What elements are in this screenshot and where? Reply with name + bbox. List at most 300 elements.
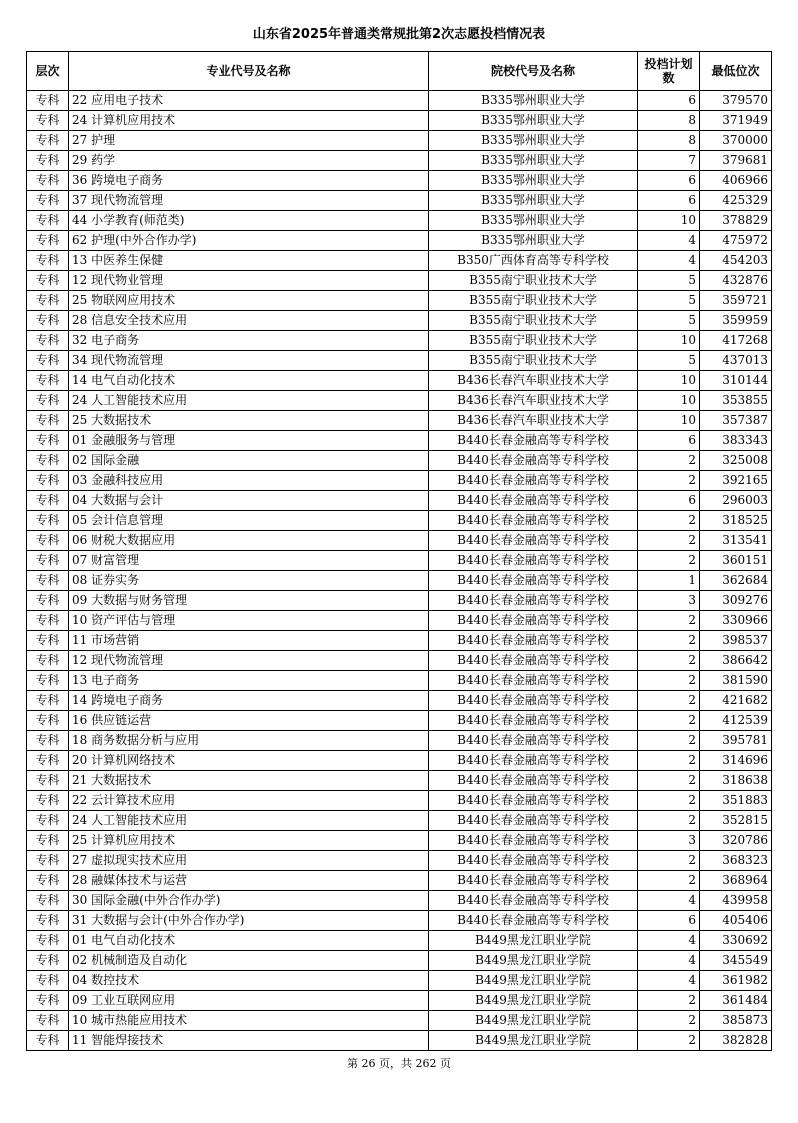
table-row [27, 611, 772, 631]
cell-school: B440长春金融高等专科学校 [429, 791, 638, 811]
table-row [27, 571, 772, 591]
cell-major: 22 云计算技术应用 [69, 791, 429, 811]
cell-school: B436长春汽车职业技术大学 [429, 371, 638, 391]
cell-level: 专科 [27, 391, 69, 411]
cell-plan: 2 [638, 451, 700, 471]
cell-level: 专科 [27, 311, 69, 331]
cell-major: 06 财税大数据应用 [69, 531, 429, 551]
cell-major: 10 资产评估与管理 [69, 611, 429, 631]
cell-rank: 330966 [700, 611, 772, 631]
table-row [27, 271, 772, 291]
table-row [27, 371, 772, 391]
cell-school: B335鄂州职业大学 [429, 191, 638, 211]
header-plan [638, 52, 700, 91]
cell-school: B335鄂州职业大学 [429, 231, 638, 251]
cell-major: 01 金融服务与管理 [69, 431, 429, 451]
cell-rank: 359959 [700, 311, 772, 331]
cell-major: 27 护理 [69, 131, 429, 151]
cell-plan: 2 [638, 771, 700, 791]
cell-plan: 2 [638, 691, 700, 711]
cell-school: B440长春金融高等专科学校 [429, 751, 638, 771]
cell-level: 专科 [27, 491, 69, 511]
cell-plan: 5 [638, 291, 700, 311]
cell-major: 44 小学教育(师范类) [69, 211, 429, 231]
cell-rank: 371949 [700, 111, 772, 131]
cell-plan: 10 [638, 391, 700, 411]
cell-level: 专科 [27, 171, 69, 191]
cell-level: 专科 [27, 531, 69, 551]
cell-major: 09 大数据与财务管理 [69, 591, 429, 611]
cell-major: 05 会计信息管理 [69, 511, 429, 531]
cell-major: 16 供应链运营 [69, 711, 429, 731]
cell-rank: 296003 [700, 491, 772, 511]
table-row [27, 391, 772, 411]
cell-level: 专科 [27, 671, 69, 691]
cell-level: 专科 [27, 191, 69, 211]
cell-plan: 10 [638, 371, 700, 391]
cell-major: 03 金融科技应用 [69, 471, 429, 491]
cell-major: 24 人工智能技术应用 [69, 811, 429, 831]
table-header-row [27, 52, 772, 91]
cell-major: 36 跨境电子商务 [69, 171, 429, 191]
table-row [27, 951, 772, 971]
cell-school: B440长春金融高等专科学校 [429, 711, 638, 731]
cell-plan: 4 [638, 971, 700, 991]
cell-school: B440长春金融高等专科学校 [429, 551, 638, 571]
cell-rank: 475972 [700, 231, 772, 251]
cell-school: B335鄂州职业大学 [429, 111, 638, 131]
cell-plan: 2 [638, 871, 700, 891]
cell-rank: 406966 [700, 171, 772, 191]
cell-major: 24 人工智能技术应用 [69, 391, 429, 411]
cell-level: 专科 [27, 551, 69, 571]
table-row [27, 671, 772, 691]
cell-school: B440长春金融高等专科学校 [429, 511, 638, 531]
cell-school: B440长春金融高等专科学校 [429, 571, 638, 591]
cell-rank: 310144 [700, 371, 772, 391]
cell-rank: 370000 [700, 131, 772, 151]
cell-major: 29 药学 [69, 151, 429, 171]
cell-major: 22 应用电子技术 [69, 91, 429, 111]
cell-level: 专科 [27, 591, 69, 611]
cell-level: 专科 [27, 971, 69, 991]
cell-major: 07 财富管理 [69, 551, 429, 571]
cell-plan: 6 [638, 91, 700, 111]
cell-plan: 2 [638, 1031, 700, 1051]
cell-level: 专科 [27, 891, 69, 911]
table-row [27, 231, 772, 251]
page-title: 山东省2025年普通类常规批第2次志愿投档情况表 [252, 27, 546, 42]
cell-school: B440长春金融高等专科学校 [429, 831, 638, 851]
cell-school: B449黑龙江职业学院 [429, 991, 638, 1011]
cell-school: B355南宁职业技术大学 [429, 271, 638, 291]
table-row [27, 131, 772, 151]
cell-major: 62 护理(中外合作办学) [69, 231, 429, 251]
cell-school: B440长春金融高等专科学校 [429, 891, 638, 911]
cell-level: 专科 [27, 451, 69, 471]
table-row [27, 711, 772, 731]
cell-rank: 320786 [700, 831, 772, 851]
cell-level: 专科 [27, 751, 69, 771]
cell-level: 专科 [27, 771, 69, 791]
cell-school: B449黑龙江职业学院 [429, 1011, 638, 1031]
cell-level: 专科 [27, 111, 69, 131]
table-row [27, 171, 772, 191]
header-school: 院校代号及名称 [429, 52, 638, 91]
table-row [27, 151, 772, 171]
cell-rank: 421682 [700, 691, 772, 711]
cell-school: B335鄂州职业大学 [429, 131, 638, 151]
cell-major: 01 电气自动化技术 [69, 931, 429, 951]
cell-rank: 382828 [700, 1031, 772, 1051]
cell-level: 专科 [27, 211, 69, 231]
table-row [27, 691, 772, 711]
cell-major: 04 数控技术 [69, 971, 429, 991]
cell-plan: 5 [638, 271, 700, 291]
cell-school: B440长春金融高等专科学校 [429, 691, 638, 711]
cell-level: 专科 [27, 511, 69, 531]
cell-rank: 313541 [700, 531, 772, 551]
cell-level: 专科 [27, 151, 69, 171]
cell-rank: 425329 [700, 191, 772, 211]
table-row [27, 251, 772, 271]
table-row [27, 311, 772, 331]
cell-major: 14 电气自动化技术 [69, 371, 429, 391]
cell-rank: 405406 [700, 911, 772, 931]
cell-level: 专科 [27, 631, 69, 651]
cell-rank: 360151 [700, 551, 772, 571]
cell-school: B355南宁职业技术大学 [429, 331, 638, 351]
cell-level: 专科 [27, 471, 69, 491]
cell-school: B436长春汽车职业技术大学 [429, 391, 638, 411]
table-row [27, 651, 772, 671]
table-row [27, 991, 772, 1011]
cell-plan: 2 [638, 711, 700, 731]
table-row [27, 111, 772, 131]
cell-plan: 2 [638, 791, 700, 811]
cell-school: B436长春汽车职业技术大学 [429, 411, 638, 431]
cell-school: B440长春金融高等专科学校 [429, 451, 638, 471]
table-row [27, 631, 772, 651]
cell-rank: 361982 [700, 971, 772, 991]
cell-major: 18 商务数据分析与应用 [69, 731, 429, 751]
table-row [27, 751, 772, 771]
cell-plan: 2 [638, 1011, 700, 1031]
cell-plan: 5 [638, 311, 700, 331]
cell-level: 专科 [27, 831, 69, 851]
cell-school: B440长春金融高等专科学校 [429, 531, 638, 551]
cell-level: 专科 [27, 911, 69, 931]
cell-plan: 8 [638, 131, 700, 151]
cell-school: B355南宁职业技术大学 [429, 351, 638, 371]
table-row [27, 431, 772, 451]
cell-plan: 3 [638, 831, 700, 851]
table-row [27, 591, 772, 611]
cell-level: 专科 [27, 651, 69, 671]
cell-rank: 309276 [700, 591, 772, 611]
cell-rank: 318525 [700, 511, 772, 531]
cell-level: 专科 [27, 251, 69, 271]
cell-school: B440长春金融高等专科学校 [429, 491, 638, 511]
cell-major: 25 物联网应用技术 [69, 291, 429, 311]
table-row [27, 551, 772, 571]
cell-plan: 2 [638, 751, 700, 771]
cell-rank: 385873 [700, 1011, 772, 1031]
cell-rank: 330692 [700, 931, 772, 951]
cell-major: 20 计算机网络技术 [69, 751, 429, 771]
cell-school: B440长春金融高等专科学校 [429, 771, 638, 791]
cell-school: B449黑龙江职业学院 [429, 951, 638, 971]
cell-school: B335鄂州职业大学 [429, 171, 638, 191]
cell-school: B440长春金融高等专科学校 [429, 911, 638, 931]
cell-major: 11 市场营销 [69, 631, 429, 651]
cell-major: 25 计算机应用技术 [69, 831, 429, 851]
cell-school: B440长春金融高等专科学校 [429, 811, 638, 831]
cell-major: 28 融媒体技术与运营 [69, 871, 429, 891]
cell-rank: 345549 [700, 951, 772, 971]
cell-rank: 318638 [700, 771, 772, 791]
cell-level: 专科 [27, 1031, 69, 1051]
cell-plan: 10 [638, 331, 700, 351]
cell-school: B335鄂州职业大学 [429, 211, 638, 231]
cell-school: B440长春金融高等专科学校 [429, 851, 638, 871]
cell-plan: 2 [638, 991, 700, 1011]
cell-rank: 412539 [700, 711, 772, 731]
cell-level: 专科 [27, 611, 69, 631]
cell-level: 专科 [27, 271, 69, 291]
cell-plan: 4 [638, 251, 700, 271]
cell-rank: 378829 [700, 211, 772, 231]
cell-rank: 454203 [700, 251, 772, 271]
cell-school: B355南宁职业技术大学 [429, 311, 638, 331]
cell-level: 专科 [27, 371, 69, 391]
cell-major: 12 现代物流管理 [69, 651, 429, 671]
table-row [27, 291, 772, 311]
cell-plan: 4 [638, 231, 700, 251]
cell-level: 专科 [27, 791, 69, 811]
cell-school: B440长春金融高等专科学校 [429, 431, 638, 451]
page-footer: 第 26 页，共 262 页 [347, 1057, 451, 1070]
table-row [27, 831, 772, 851]
cell-level: 专科 [27, 731, 69, 751]
cell-rank: 439958 [700, 891, 772, 911]
cell-rank: 381590 [700, 671, 772, 691]
cell-rank: 437013 [700, 351, 772, 371]
cell-plan: 10 [638, 411, 700, 431]
cell-plan: 2 [638, 531, 700, 551]
table-row [27, 451, 772, 471]
table-row [27, 331, 772, 351]
cell-major: 34 现代物流管理 [69, 351, 429, 371]
cell-major: 02 国际金融 [69, 451, 429, 471]
cell-plan: 10 [638, 211, 700, 231]
cell-school: B440长春金融高等专科学校 [429, 591, 638, 611]
cell-school: B440长春金融高等专科学校 [429, 631, 638, 651]
admission-table [26, 51, 772, 1051]
table-row [27, 791, 772, 811]
cell-major: 02 机械制造及自动化 [69, 951, 429, 971]
cell-plan: 8 [638, 111, 700, 131]
cell-school: B335鄂州职业大学 [429, 151, 638, 171]
cell-plan: 2 [638, 631, 700, 651]
cell-rank: 395781 [700, 731, 772, 751]
cell-school: B440长春金融高等专科学校 [429, 731, 638, 751]
header-level: 层次 [27, 52, 69, 91]
cell-level: 专科 [27, 1011, 69, 1031]
cell-plan: 2 [638, 731, 700, 751]
cell-major: 09 工业互联网应用 [69, 991, 429, 1011]
table-row [27, 971, 772, 991]
cell-level: 专科 [27, 291, 69, 311]
cell-plan: 4 [638, 891, 700, 911]
cell-rank: 386642 [700, 651, 772, 671]
table-row [27, 491, 772, 511]
table-row [27, 511, 772, 531]
cell-school: B440长春金融高等专科学校 [429, 471, 638, 491]
cell-major: 08 证券实务 [69, 571, 429, 591]
cell-rank: 353855 [700, 391, 772, 411]
cell-school: B449黑龙江职业学院 [429, 931, 638, 951]
cell-school: B440长春金融高等专科学校 [429, 651, 638, 671]
cell-rank: 432876 [700, 271, 772, 291]
cell-major: 24 计算机应用技术 [69, 111, 429, 131]
cell-plan: 2 [638, 651, 700, 671]
table-row [27, 91, 772, 111]
cell-school: B440长春金融高等专科学校 [429, 611, 638, 631]
cell-rank: 383343 [700, 431, 772, 451]
cell-level: 专科 [27, 411, 69, 431]
cell-plan: 2 [638, 851, 700, 871]
cell-plan: 5 [638, 351, 700, 371]
table-row [27, 771, 772, 791]
cell-school: B449黑龙江职业学院 [429, 1031, 638, 1051]
cell-level: 专科 [27, 331, 69, 351]
cell-plan: 7 [638, 151, 700, 171]
cell-school: B355南宁职业技术大学 [429, 291, 638, 311]
cell-plan: 3 [638, 591, 700, 611]
cell-major: 32 电子商务 [69, 331, 429, 351]
cell-rank: 359721 [700, 291, 772, 311]
cell-level: 专科 [27, 811, 69, 831]
cell-rank: 362684 [700, 571, 772, 591]
cell-major: 11 智能焊接技术 [69, 1031, 429, 1051]
cell-school: B440长春金融高等专科学校 [429, 871, 638, 891]
cell-rank: 325008 [700, 451, 772, 471]
cell-major: 13 电子商务 [69, 671, 429, 691]
cell-major: 12 现代物业管理 [69, 271, 429, 291]
table-row [27, 811, 772, 831]
cell-rank: 379570 [700, 91, 772, 111]
cell-rank: 351883 [700, 791, 772, 811]
table-row [27, 891, 772, 911]
table-row [27, 351, 772, 371]
table-row [27, 1011, 772, 1031]
cell-rank: 368964 [700, 871, 772, 891]
cell-rank: 398537 [700, 631, 772, 651]
cell-level: 专科 [27, 571, 69, 591]
table-row [27, 411, 772, 431]
cell-major: 10 城市热能应用技术 [69, 1011, 429, 1031]
cell-rank: 379681 [700, 151, 772, 171]
cell-plan: 6 [638, 171, 700, 191]
table-row [27, 731, 772, 751]
cell-major: 14 跨境电子商务 [69, 691, 429, 711]
cell-major: 04 大数据与会计 [69, 491, 429, 511]
cell-level: 专科 [27, 991, 69, 1011]
cell-plan: 6 [638, 911, 700, 931]
header-major: 专业代号及名称 [69, 52, 429, 91]
cell-plan: 4 [638, 931, 700, 951]
cell-plan: 2 [638, 511, 700, 531]
header-rank: 最低位次 [700, 52, 772, 91]
table-row [27, 531, 772, 551]
cell-level: 专科 [27, 351, 69, 371]
table-row [27, 191, 772, 211]
cell-major: 30 国际金融(中外合作办学) [69, 891, 429, 911]
cell-rank: 392165 [700, 471, 772, 491]
table-row [27, 911, 772, 931]
cell-plan: 6 [638, 191, 700, 211]
cell-rank: 357387 [700, 411, 772, 431]
cell-plan: 6 [638, 491, 700, 511]
cell-rank: 314696 [700, 751, 772, 771]
table-row [27, 851, 772, 871]
cell-school: B449黑龙江职业学院 [429, 971, 638, 991]
table-body [27, 91, 772, 1051]
cell-major: 21 大数据技术 [69, 771, 429, 791]
cell-level: 专科 [27, 131, 69, 151]
cell-plan: 2 [638, 471, 700, 491]
cell-major: 37 现代物流管理 [69, 191, 429, 211]
header-plan-line2: 数 [662, 71, 675, 85]
cell-plan: 2 [638, 811, 700, 831]
cell-plan: 1 [638, 571, 700, 591]
cell-rank: 417268 [700, 331, 772, 351]
cell-level: 专科 [27, 91, 69, 111]
cell-level: 专科 [27, 931, 69, 951]
cell-plan: 4 [638, 951, 700, 971]
cell-plan: 2 [638, 671, 700, 691]
cell-plan: 6 [638, 431, 700, 451]
table-row [27, 871, 772, 891]
cell-school: B350广西体育高等专科学校 [429, 251, 638, 271]
cell-level: 专科 [27, 851, 69, 871]
table-row [27, 211, 772, 231]
cell-rank: 368323 [700, 851, 772, 871]
table-row [27, 1031, 772, 1051]
cell-major: 13 中医养生保健 [69, 251, 429, 271]
cell-school: B440长春金融高等专科学校 [429, 671, 638, 691]
cell-rank: 352815 [700, 811, 772, 831]
cell-level: 专科 [27, 691, 69, 711]
cell-major: 25 大数据技术 [69, 411, 429, 431]
cell-major: 31 大数据与会计(中外合作办学) [69, 911, 429, 931]
cell-level: 专科 [27, 951, 69, 971]
cell-level: 专科 [27, 871, 69, 891]
header-plan-line1: 投档计划 [644, 57, 693, 71]
cell-major: 28 信息安全技术应用 [69, 311, 429, 331]
cell-plan: 2 [638, 551, 700, 571]
table-row [27, 931, 772, 951]
cell-rank: 361484 [700, 991, 772, 1011]
cell-school: B335鄂州职业大学 [429, 91, 638, 111]
cell-major: 27 虚拟现实技术应用 [69, 851, 429, 871]
cell-level: 专科 [27, 711, 69, 731]
cell-plan: 2 [638, 611, 700, 631]
cell-level: 专科 [27, 431, 69, 451]
table-row [27, 471, 772, 491]
cell-level: 专科 [27, 231, 69, 251]
